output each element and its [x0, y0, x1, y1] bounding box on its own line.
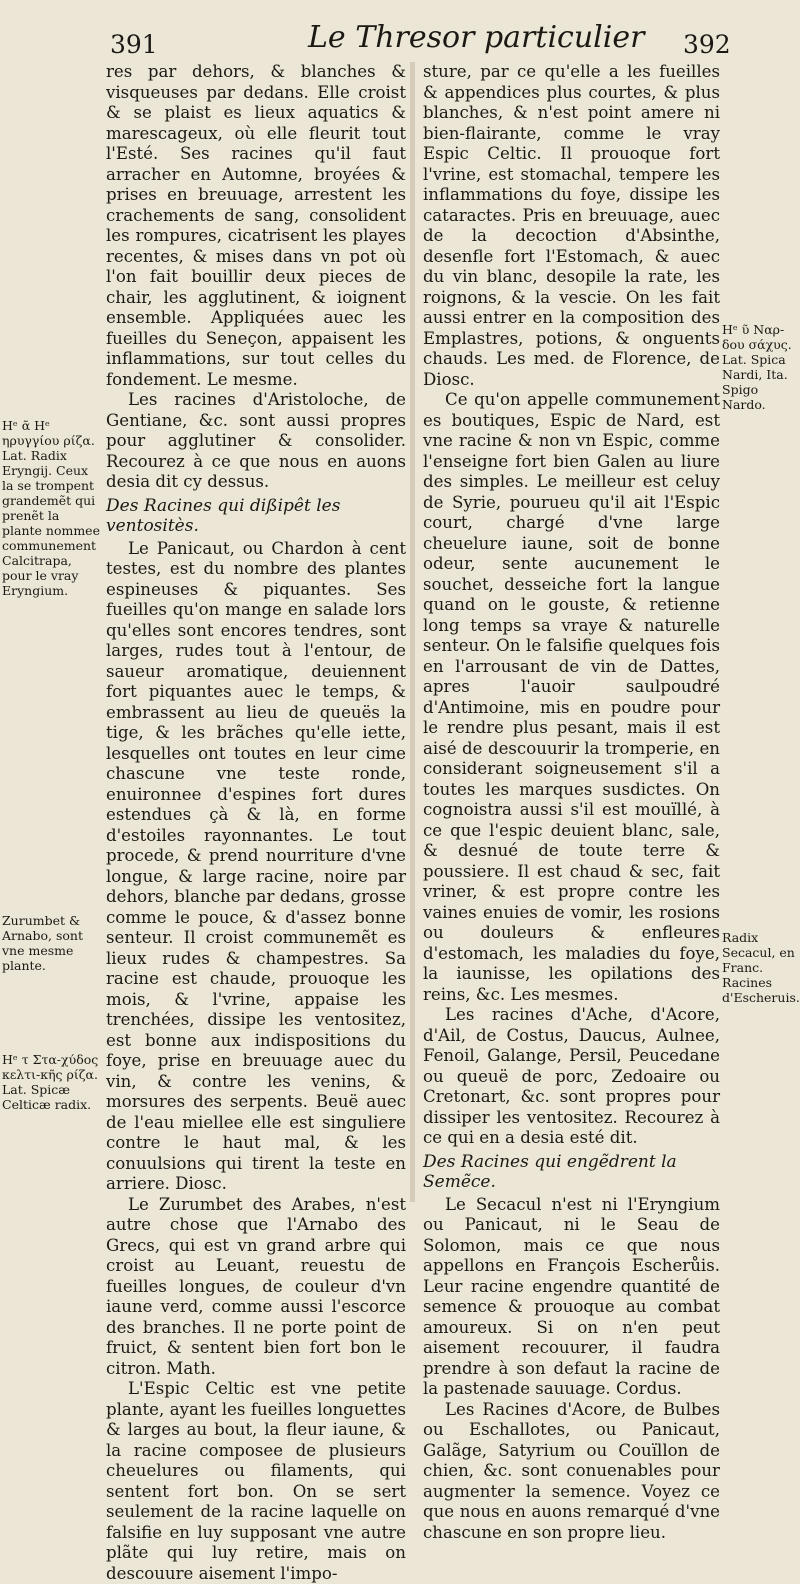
left-column	[106, 62, 406, 1584]
left-paragraph-4: Le Zurumbet des Arabes, n'est autre chose que l'Arnabo des Grecs, qui est vn grand arbre qui croist au Leuant, reuestu de fueilles longues, de couleur d'vn iaune verd, comme aussi l'escorce des branches. Il ne porte point de fruict, & sentent bien fort bon le citron. Math.	[106, 1194, 406, 1378]
right-paragraph-2: Ce qu'on appelle communement es boutiques, Espic de Nard, est vne racine & non vn Espic, comme l'enseigne fort bien Galen au liure des simples. Le meilleur est celuy de Syrie, pourueu qu'il ait l'Espic court, chargé d'vne large cheuelure iaune, soit de bonne odeur, sente aucunement le souchet, desseiche fort la langue quand on le gouste, & retienne long temps sa vraye & naturelle senteur. On le falsifie quelques fois en l'arrousant de vin de Dattes, apres l'auoir saulpoudré d'Antimoine, mis en poudre pour le rendre plus pesant, mais il est aisé de descouurir la tromperie, en considerant soigneusement s'il a toutes les marques susdictes. On cognoistra aussi s'il est mouïllé, à ce que l'espic deuient blanc, sale, & desnué de toute terre & poussiere. Il est chaud & sec, fait vriner, & est propre contre les vaines enuies de vomir, les rosions ou douleurs & enfleures d'estomach, les maladies du foye, la iaunisse, les opilations des reins, &c. Les mesmes.	[423, 390, 720, 1004]
left-paragraph-5: L'Espic Celtic est vne petite plante, ayant les fueilles longuettes & larges au bout, la fleur iaune, & la racine composee de plusieurs cheuelures ou filaments, qui sentent fort bon. On se sert seulement de la racine laquelle on falsifie en luy supposant vne autre plãte qui luy retire, mais on descouure aisement l'impo-	[106, 1379, 406, 1583]
right-section-heading: Des Racines qui engẽdrent la Semẽce.	[423, 1151, 677, 1192]
margin-note-secacul: Radix Secacul, en Franc. Racines d'Escheruis.	[722, 930, 800, 1005]
margin-note-eryngium: Hᵉ ᾶ Hᵉ ηρυγγίου ρίζα. Lat. Radix Eryngij. Ceux la se trompent grandemẽt qui prenẽt la plante nommee communement Calcitrapa, pour le vray Eryngium.	[2, 418, 100, 598]
margin-note-zurumbet: Zurumbet & Arnabo, sont vne mesme plante.	[2, 913, 83, 973]
left-paragraph-1: res par dehors, & blanches & visqueuses par dedans. Elle croist & se plaist es lieux aquatics & marescageux, où elle fleurit tout l'Esté. Ses racines qu'il faut arracher en Automne, broyées & prises en breuuage, arrestent les crachements de sang, consolident les rompures, cicatrisent les playes recentes, & mises dans vn pot où l'on fait bouillir deux pieces de chair, les agglutinent, & ioignent ensemble. Appliquées auec les fueilles du Seneçon, appaisent les inflammations, sur tout celles du fondement. Le mesme.	[106, 62, 406, 389]
page-gutter	[410, 62, 415, 1202]
margin-note-spica-celtica: Hᵉ τ Στα-χύδος κελτι-κῆς ρίζα. Lat. Spicæ Celticæ radix.	[2, 1052, 99, 1112]
right-column	[423, 62, 720, 1543]
page-header	[0, 16, 800, 68]
left-section-heading: Des Racines qui dißipêt les ventositès.	[106, 495, 341, 536]
running-title: Le Thresor particulier	[308, 20, 645, 55]
right-paragraph-4: Le Secacul n'est ni l'Eryngium ou Panicaut, ni le Seau de Solomon, mais ce que nous appellons en François Escherůis. Leur racine engendre quantité de semence & prouoque au combat amoureux. Si on n'en peut aisement recouurer, il faudra prendre à son defaut la racine de la pastenade sauuage. Cordus.	[423, 1194, 720, 1398]
page-number-left: 391	[110, 30, 158, 59]
right-paragraph-1: sture, par ce qu'elle a les fueilles & appendices plus courtes, & plus blanches, & n'est point amere ni bien-flairante, comme le vray Espic Celtic. Il prouoque fort l'vrine, est stomachal, tempere les inflammations du foye, dissipe les cataractes. Pris en breuuage, auec de la decoction d'Absinthe, desenfle fort l'Estomach, & auec du vin blanc, desopile la rate, les roignons, & la vescie. On les fait aussi entrer en la composition des Emplastres, potions, & onguents chauds. Les med. de Florence, de Diosc.	[423, 62, 720, 389]
left-paragraph-3: Le Panicaut, ou Chardon à cent testes, est du nombre des plantes espineuses & piquantes. Ses fueilles qu'on mange en salade lors qu'elles sont encores tendres, sont larges, rudes tout à l'entour, de saueur aromatique, deuiennent fort piquantes auec le temps, & embrassent au lieu de queuës la tige, & les brãches qu'elle iette, lesquelles ont toutes en leur cime chascune vne teste ronde, enuironnee d'espines fort dures estendues çà & là, en forme d'estoiles rayonnantes. Le tout procede, & prend nourriture d'vne longue, & large racine, noire par dehors, blanche par dedans, grosse comme le pouce, & d'assez bonne senteur. Il croist communemẽt es lieux rudes & champestres. Sa racine est chaude, prouoque les mois, & l'vrine, appaise les trenchées, dissipe les ventositez, est bonne aux indispositions du foye, prise en breuuage auec du vin, & contre les venins, & morsures des serpents. Beuë auec de l'eau miellee elle est singuliere contre le haut mal, & les conuulsions qui tirent la teste en arriere. Diosc.	[106, 538, 406, 1193]
right-paragraph-3: Les racines d'Ache, d'Acore, d'Ail, de Costus, Daucus, Aulnee, Fenoil, Galange, Persil, Peucedane ou queuë de porc, Zedoaire ou Cretonart, &c. sont propres pour dissiper les ventositez. Recourez à ce qui en a desia esté dit.	[423, 1005, 720, 1147]
right-paragraph-5: Les Racines d'Acore, de Bulbes ou Eschallotes, ou Panicaut, Galãge, Satyrium ou Couïllon de chien, &c. sont conuenables pour augmenter la semence. Voyez ce que nous en auons remarqué d'vne chascune en son propre lieu.	[423, 1399, 720, 1542]
page-number-right: 392	[683, 30, 731, 59]
margin-note-spica-nardi: Hᵉ ῦ Ναρ-δου σάχυς. Lat. Spica Nardi, Ita. Spigo Nardo.	[722, 322, 792, 412]
left-paragraph-2: Les racines d'Aristoloche, de Gentiane, &c. sont aussi propres pour agglutiner & consolider. Recourez à ce que nous en auons desia dit cy dessus.	[106, 390, 406, 491]
